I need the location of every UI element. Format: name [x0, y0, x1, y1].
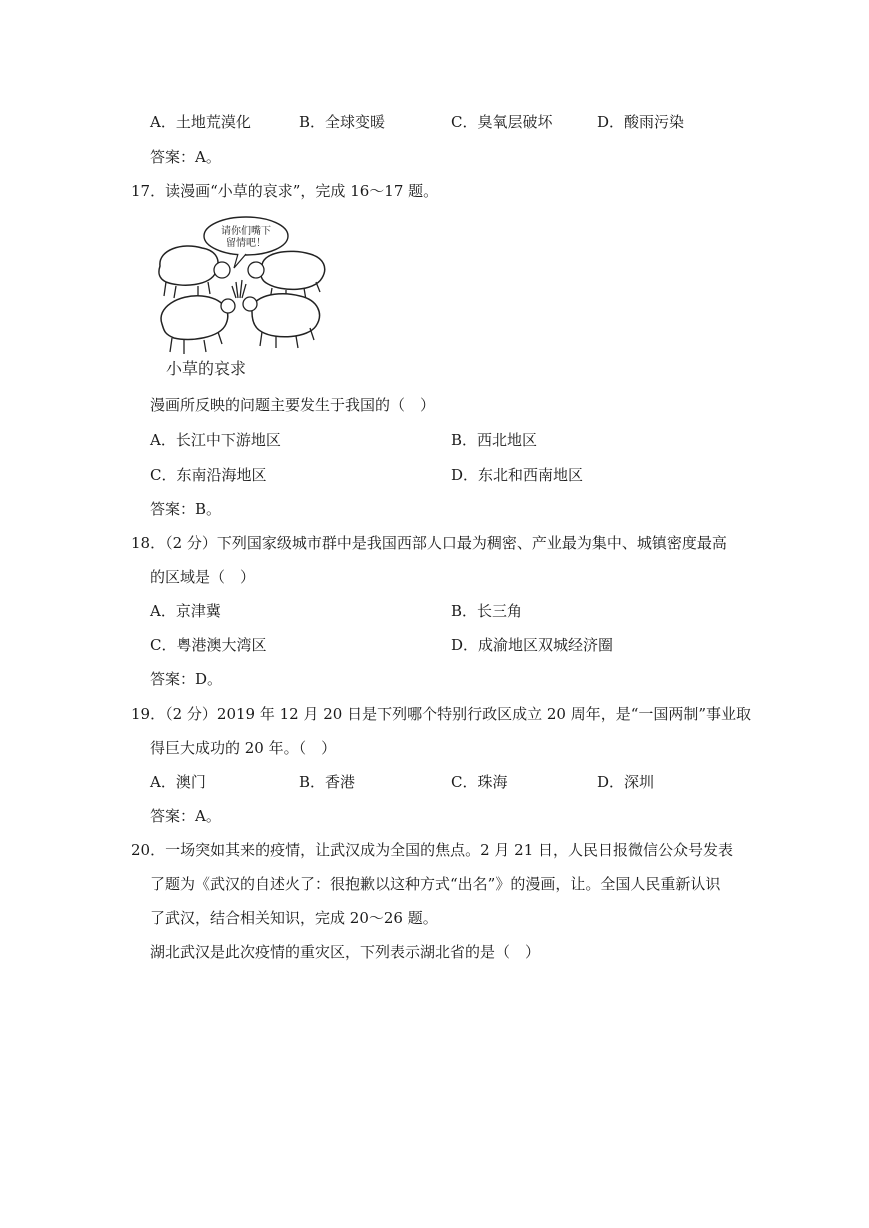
- q16-option-c: C．臭氧层破坏: [451, 113, 553, 131]
- q19-option-b: B．香港: [299, 773, 356, 791]
- speech-text-1: 请你们嘴下: [221, 226, 271, 237]
- q19-answer: 答案：A。: [150, 807, 221, 825]
- q17-option-d: D．东北和西南地区: [451, 466, 584, 484]
- q19-option-a: A．澳门: [150, 773, 206, 791]
- q17-option-a: A．长江中下游地区: [150, 431, 281, 449]
- q20-stem-line3: 了武汉，结合相关知识，完成 20～26 题。: [150, 909, 438, 927]
- q17-option-c: C．东南沿海地区: [150, 466, 267, 484]
- q18-option-b: B．长三角: [451, 602, 523, 620]
- q19-stem-line1: 19．（2 分）2019 年 12 月 20 日是下列哪个特别行政区成立 20 周年，是“一国两制”事业取: [131, 705, 752, 723]
- q20-stem-line2: 了题为《武汉的自述火了：很抱歉以这种方式“出名”》的漫画，让。全国人民重新认识: [150, 875, 721, 893]
- q18-stem-line2: 的区域是（ ）: [150, 568, 256, 586]
- q17-answer: 答案：B。: [150, 500, 222, 518]
- cartoon-image: [152, 212, 332, 382]
- q19-stem-line2: 得巨大成功的 20 年。（ ）: [150, 739, 337, 757]
- q18-option-a: A．京津冀: [150, 602, 221, 620]
- q20-sub-question: 湖北武汉是此次疫情的重灾区，下列表示湖北省的是（ ）: [150, 943, 541, 961]
- q17-stem: 17．读漫画“小草的哀求”，完成 16～17 题。: [131, 182, 439, 200]
- q18-option-d: D．成渝地区双城经济圈: [451, 636, 614, 654]
- cartoon-caption: 小草的哀求: [165, 359, 247, 378]
- speech-text-2: 留情吧！: [226, 238, 266, 249]
- q16-option-b: B．全球变暖: [299, 113, 386, 131]
- q17-option-b: B．西北地区: [451, 431, 538, 449]
- q20-stem-line1: 20．一场突如其来的疫情，让武汉成为全国的焦点。2 月 21 日，人民日报微信公众号发表: [131, 841, 734, 859]
- q19-option-c: C．珠海: [451, 773, 508, 791]
- q18-option-c: C．粤港澳大湾区: [150, 636, 267, 654]
- q18-answer: 答案：D。: [150, 670, 223, 688]
- q18-stem-line1: 18．（2 分）下列国家级城市群中是我国西部人口最为稠密、产业最为集中、城镇密度最高: [131, 534, 727, 552]
- q17-question: 漫画所反映的问题主要发生于我国的（ ）: [150, 396, 436, 414]
- q16-option-d: D．酸雨污染: [597, 113, 685, 131]
- q19-option-d: D．深圳: [597, 773, 655, 791]
- q16-option-a: A．土地荒漠化: [150, 113, 251, 131]
- q16-answer: 答案：A。: [150, 148, 221, 166]
